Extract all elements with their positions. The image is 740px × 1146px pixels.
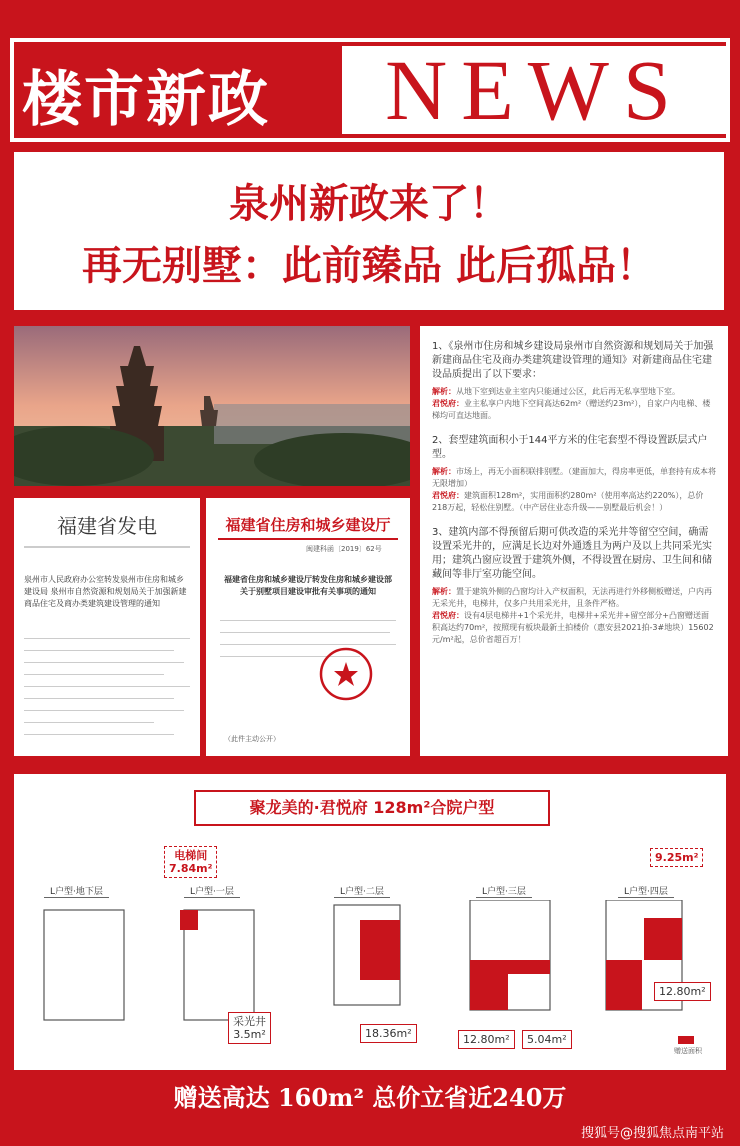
header-box [10,38,730,142]
city-photo [14,326,410,486]
tag-elevator: 电梯间 7.84m² [164,846,217,878]
policy-3-analysis: 解析：置于建筑外侧的凸窗均计入产权面积，无法再进行外移侧板赠送，户内再无采光井，电梯井，仅多户共用采光井，且条件严格。 君悦府：设有4层电梯井+1个采光井，电梯井+采光井+留空部分+凸窗赠送面积高达约70m²，按照现有板块最新土拍楼价（惠安县2021拍-3#地块）15602元/m²起，总价省超百万！ [432,587,714,644]
gov-document-2 [206,498,410,756]
plan-label-floor3: L户型·三层 [476,884,532,898]
floor-plans-panel [14,774,726,1070]
doc2-title: 福建省住房和城乡建设厅 [225,516,391,534]
doc2-footer: （此件主动公开） [224,735,280,743]
legend-label: 赠送面积 [674,1047,702,1055]
headline-line2: 再无别墅：此前臻品 此后孤品！ [82,242,656,289]
gov-document-1 [14,498,200,756]
plans-title: 聚龙美的·君悦府 128m²合院户型 [194,790,550,826]
plan-label-floor1: L户型·一层 [184,884,240,898]
red-seal-icon [318,646,374,702]
pagoda-skyline-image [14,326,410,486]
policy-3: 3、建筑内部不得预留后期可供改造的采光井等留空空间，确需设置采光井的，应满足长边对外通透且为两户及以上共同采光实用；建筑凸窗应设置于建筑外侧，不得设置在厨房、卫生间和储藏间等非厅室功能空间。 [432,527,712,580]
policy-2: 2、套型建筑面积小于144平方米的住宅套型不得设置跃层式户型。 [432,435,708,460]
tag-floor3-area-a: 12.80m² [458,1030,515,1049]
watermark: 搜狐号@搜狐焦点南平站 [580,1126,724,1141]
doc2-ref: 闽建科函〔2019〕62号 [306,545,382,553]
plan-label-floor4: L户型·四层 [618,884,674,898]
plan-label-floor2: L户型·二层 [334,884,390,898]
tag-floor4-top: 9.25m² [650,848,703,867]
header-news-title: NEWS [342,46,728,134]
headline-line1: 泉州新政来了！ [229,180,509,227]
policy-1-analysis: 解析：从地下室到达业主室内只能通过公区，此后再无私享型地下室。 君悦府：业主私享户内地下空间高达62m²（赠送约23m²），自家户内电梯、楼梯均可直达地面。 [432,387,711,420]
policy-1: 1、《泉州市住房和城乡建设局泉州市自然资源和规划局关于加强新建商品住宅及商办类建筑建设管理的通知》对新建商品住宅建设品质提出了以下要求： [432,341,714,380]
policy-2-analysis: 解析：市场上，再无小面积联排别墅。（建面加大，得房率更低，单套持有成本将无限增加） 君悦府：建筑面积128m²，实用面积约280m²（使用率高达约220%），总价218万起，轻松住别墅。（中产居住业态升级——别墅最后机会！） [432,467,716,512]
plan-label-basement: L户型·地下层 [44,884,109,898]
tag-floor3-area-b: 5.04m² [522,1030,572,1049]
doc1-body: 泉州市人民政府办公室转发泉州市住房和城乡建设局 泉州市自然资源和规划局关于加强新建商品住宅及商办类建筑建设管理的通知 [24,575,187,608]
tag-floor2-area: 18.36m² [360,1024,417,1043]
policy-analysis-column [420,326,728,756]
floor-plan-drawings [34,900,724,1040]
header-cn-title: 楼市新政 [22,65,270,135]
legend-swatch [678,1036,694,1044]
headline-box [14,152,724,310]
doc2-body: 福建省住房和城乡建设厅转发住房和城乡建设部关于别墅项目建设审批有关事项的通知 [224,575,392,596]
tag-light-well: 采光井 3.5m² [228,1012,271,1044]
doc1-title: 福建省发电 [57,514,157,538]
tag-floor4-area: 12.80m² [654,982,711,1001]
bottom-banner: 赠送高达 160m² 总价立省近240万 [173,1083,567,1112]
